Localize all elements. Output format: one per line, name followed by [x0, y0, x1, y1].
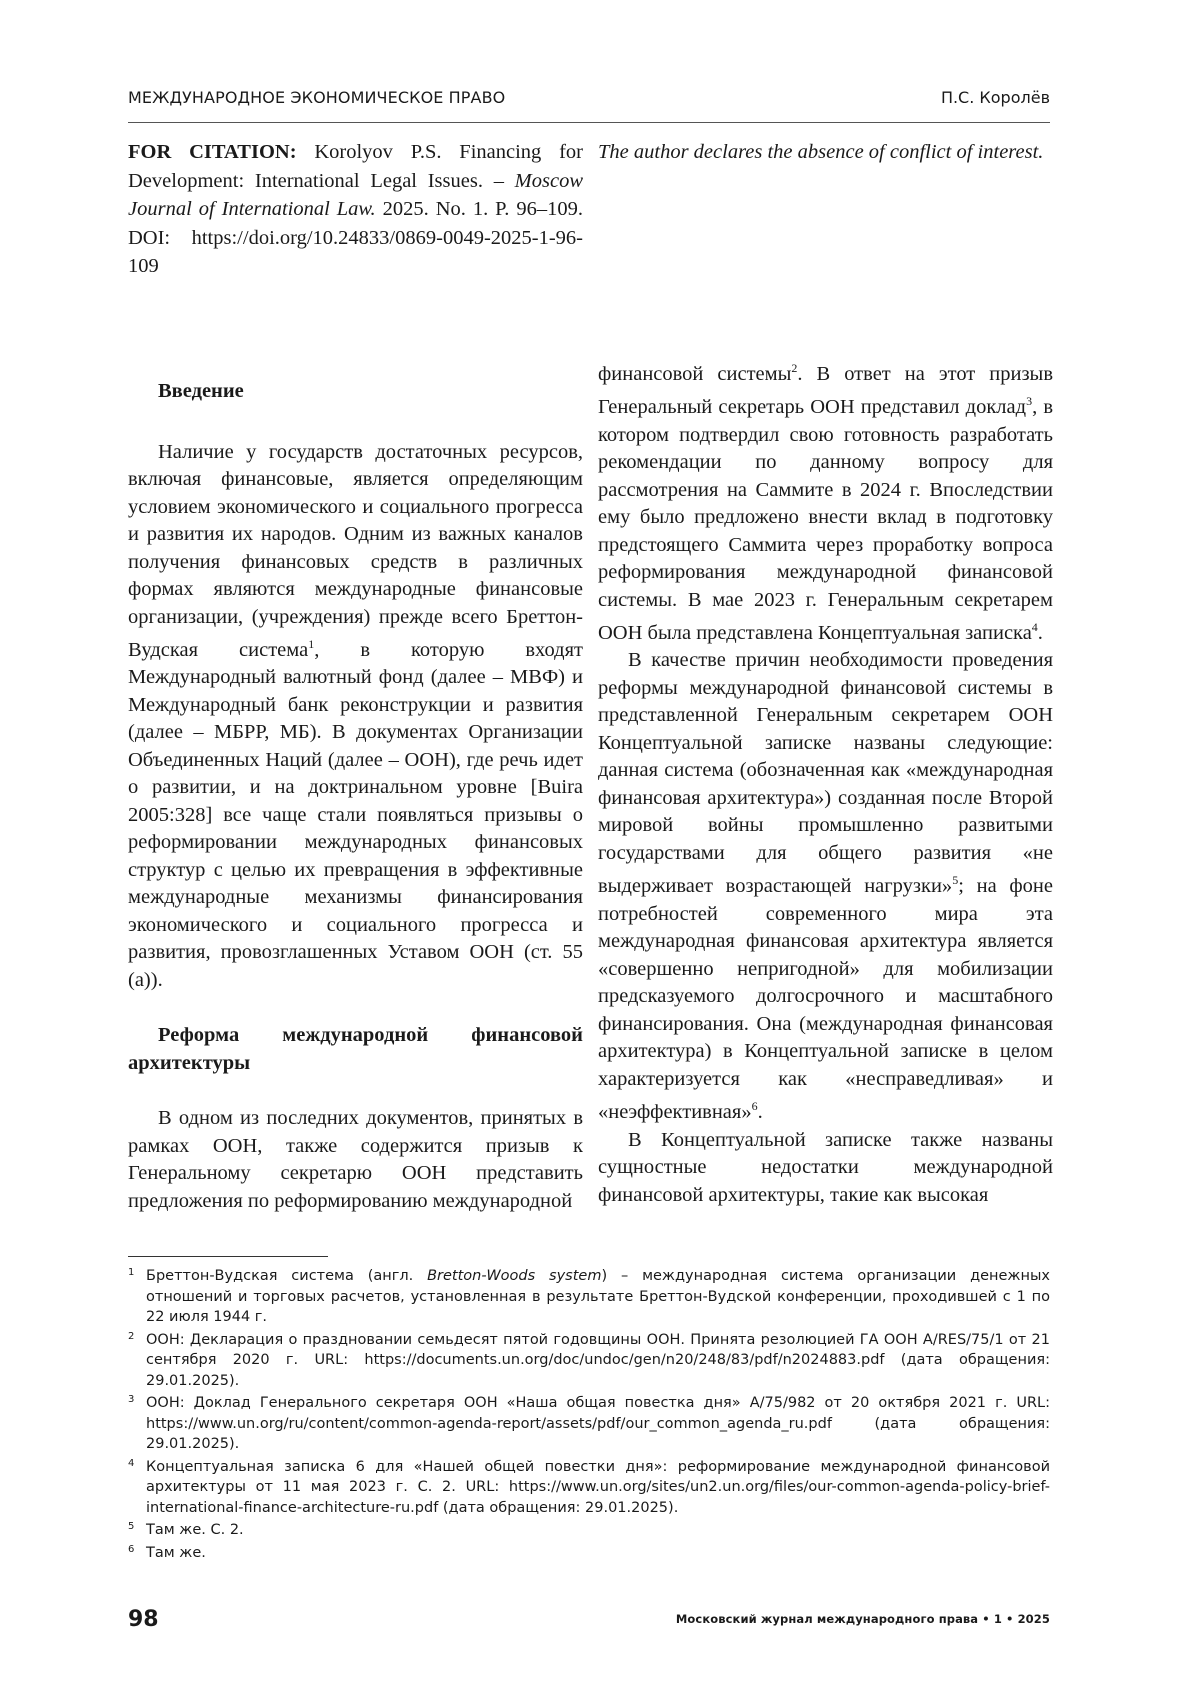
footer-journal-title: Московский журнал международного права • 1 • 2025	[675, 1612, 1050, 1626]
footnote-text	[146, 1266, 1050, 1328]
footnote-number: 3	[128, 1394, 135, 1405]
paragraph-reform: В одном из последних документов, принятых в рамках ООН, также содержится призыв к Генеральному секретарю ООН представить предложения по реформированию международной	[128, 1107, 583, 1212]
running-header	[128, 88, 1050, 118]
footnote-text-part: Бреттон-Вудская система (англ.	[146, 1268, 428, 1284]
footnote-1	[128, 1266, 1050, 1328]
paragraph-text: .	[1037, 621, 1043, 644]
footnote-ref-3[interactable]: 3	[1026, 394, 1033, 409]
paragraph-text: , в котором подтвердил свою готовность разработать рекомендации по данному вопросу для рассмотрения на Саммите в 2024 г. Впоследствии ему было предложено внести вклад в подготовку предстоящего Саммита через проработку вопроса реформирования международной финансовой системы. В мае 2023 г. Генеральным секретарем ООН была представлена Концептуальная записка	[598, 396, 1053, 644]
paragraph-text: В качестве причин необходимости проведения реформы международной финансовой системы в представленной Генеральным секретарем ООН Концептуальной записке названы следующие: данная система (обозначенная как «международная финансовая архитектура») созданная после Второй мировой войны промышленно развитыми государствами для общего развития «не выдерживает возрастающей нагрузки»	[598, 649, 1053, 898]
footnote-5	[128, 1520, 1050, 1541]
citation-journal: Moscow Journal of International Law.	[128, 169, 583, 220]
paragraph-intro	[128, 439, 583, 995]
footnotes	[128, 1266, 1050, 1565]
footnote-number: 4	[128, 1457, 135, 1469]
paragraph-text: , в которую входят Международный валютный фонд (далее – МВФ) и Международный банк реконструкции и развития (далее – МБРР, МБ). В документах Организации Объединенных Наций (далее – ООН), где речь идет о развитии, и на доктринальном уровне [Buira 2005:328] все чаще стали появляться призывы о реформировании международных финансовых структур с целью их превращения в эффективные международные механизмы финансирования экономического и социального прогресса и развития, провозглашенных Уставом ООН (ст. 55 (a)).	[128, 638, 583, 991]
footnote-number: 1	[128, 1267, 135, 1278]
footnote-italic-term: Bretton-Woods system	[427, 1268, 602, 1284]
footnote-text: Там же.	[146, 1544, 206, 1561]
paragraph-continuation	[598, 355, 1053, 647]
citation-label: FOR CITATION:	[128, 141, 297, 163]
footnote-6	[128, 1543, 1050, 1564]
paragraph-text: . В ответ на этот призыв Генеральный секретарь ООН представил доклад	[598, 362, 1054, 419]
right-column	[598, 355, 1053, 1209]
paragraph-text: Наличие у государств достаточных ресурсов, включая финансовые, является определяющим условием экономического и социального прогресса и развития их народов. Одним из важных каналов получения финансовых средств в различных формах являются международные финансовые организации, (учреждения) прежде всего Бреттон-Вудская система	[128, 440, 583, 661]
footnote-text: ООН: Декларация о праздновании семьдесят пятой годовщины ООН. Принята резолюцией ГА ООН A/RES/75/1 от 21 сентября 2020 г. URL: https://documents.un.org/doc/undoc/gen/n20/248/83/pdf/n2024883.pdf (дата обращения: 29.01.2025).	[146, 1331, 1050, 1389]
footnote-ref-1[interactable]: 1	[308, 637, 315, 651]
paragraph-text: ; на фоне потребностей современного мира эта международная финансовая архитектура является «совершенно непригодной» для мобилизации предсказуемого долгосрочного и масштабного финансирования. Она (международная финансовая архитектура) в Концептуальной записке в целом характеризуется как «несправедливая» и «неэффективная»	[598, 875, 1054, 1124]
footnote-text-part: ) – международная система организации денежных отношений и торговых расчетов, установленная в результате Бреттон-Вудской конференции, проходившей с 1 по 22 июля 1944 г.	[146, 1268, 1050, 1325]
footnote-ref-4[interactable]: 4	[1031, 620, 1038, 635]
conflict-of-interest-statement: The author declares the absence of conflict of interest.	[598, 141, 1044, 163]
footnote-text: Там же. С. 2.	[146, 1522, 244, 1538]
footnote-2	[128, 1330, 1050, 1392]
footnote-text: ООН: Доклад Генерального секретаря ООН «Наша общая повестка дня» A/75/982 от 20 октября 2021 г. URL: https://www.un.org/ru/content/common-agenda-report/assets/pdf/our_common_agenda_ru.pdf (дата обращения: 29.01.2025).	[146, 1395, 1050, 1452]
footnote-3	[128, 1393, 1050, 1455]
paragraph-text: .	[757, 1101, 763, 1124]
left-column	[128, 378, 583, 1215]
header-journal-section: МЕЖДУНАРОДНОЕ ЭКОНОМИЧЕСКОЕ ПРАВО	[128, 88, 506, 107]
footnote-text: Концептуальная записка 6 для «Нашей общей повестки дня»: реформирование международной финансовой архитектуры от 11 мая 2023 г. С. 2. URL: https://www.un.org/sites/un2.un.org/files/our-common-agenda-policy-brief-international-finance-architecture-ru.pdf (дата обращения: 29.01.2025).	[146, 1458, 1050, 1516]
paragraph-reasons	[598, 647, 1053, 1126]
footnote-divider	[128, 1256, 328, 1257]
paragraph-text: финансовой системы	[598, 362, 792, 385]
footnote-4	[128, 1457, 1050, 1519]
footnote-ref-2[interactable]: 2	[791, 361, 798, 375]
citation-block	[128, 138, 583, 281]
header-author: П.С. Королёв	[940, 88, 1050, 107]
citation-text-2: 2025. No. 1. P. 96–109. DOI: https://doi.org/10.24833/0869-0049-2025-1-96-109	[128, 198, 583, 277]
paragraph-deficiencies: В Концептуальной записке также названы сущностные недостатки международной финансовой архитектуры, такие как высокая	[598, 1128, 1053, 1206]
footnote-number: 6	[128, 1543, 135, 1555]
page-number: 98	[128, 1607, 159, 1632]
footnote-number: 5	[128, 1521, 135, 1532]
heading-reform: Реформа международной финансовой архитектуры	[128, 1024, 583, 1074]
header-divider	[128, 122, 1050, 123]
footnote-ref-5[interactable]: 5	[952, 873, 959, 888]
citation-text-1: Korolyov P.S. Financing for Development: International Legal Issues. –	[128, 141, 584, 192]
footnote-ref-6[interactable]: 6	[751, 1099, 758, 1114]
heading-introduction: Введение	[158, 380, 244, 402]
footnote-number: 2	[128, 1330, 135, 1342]
